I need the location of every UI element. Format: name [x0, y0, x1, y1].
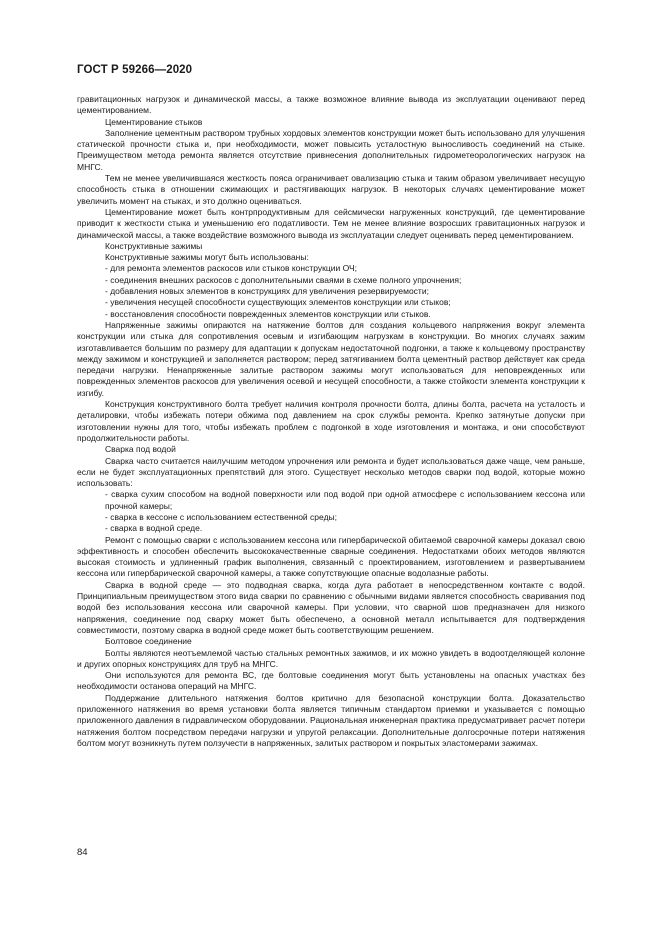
list-item: - сварка сухим способом на водной поверхности или под водой при одной атмосфере с использованием кессона или прочной камеры;: [105, 489, 585, 511]
page-number: 84: [77, 847, 88, 858]
list-item: - сварка в кессоне с использованием естественной среды;: [105, 511, 337, 522]
paragraph: Поддержание длительного натяжения болтов критично для безопасной конструкции болта. Доказательство приложенного натяжения во время установки болта является типичным стандартом приемки и указывается с помощью приложенного давления в гидравлическом оборудовании. Рациональная инженерная практика предусматривает расчет потери натяжения болтом посредством передачи нагрузки и упругой релаксации. Дополнительные долгосрочные потери натяжения болтом могут возникнуть путем ползучести в напряженных, залитых раствором и покрытых эластомерами зажимах.: [77, 692, 585, 748]
section-subheading: Болтовое соединение: [105, 636, 192, 647]
paragraph: Конструктивные зажимы могут быть использованы:: [105, 252, 309, 263]
paragraph: Они используются для ремонта ВС, где болтовые соединения могут быть установлены на опасных участках без необходимости останова операций на МНГС.: [77, 670, 585, 692]
paragraph: Сварка часто считается наилучшим методом упрочнения или ремонта и будет использоваться даже чаще, чем раньше, если не будет эксплуатационных препятствий для этого. Существует несколько методов сварки под водой, которые можно использовать:: [77, 455, 585, 489]
paragraph: Сварка в водной среде — это подводная сварка, когда дуга работает в непосредственном контакте с водой. Принципиальным преимуществом этого вида сварки по сравнению с обычными видами является способность сваривания под водой без использования кессона или сварочной камеры. При условии, что сварной шов предназначен для низкого напряжения, соединение под сварку может быть обеспечено, а основной металл испытывается для подтверждения совместимости, поэтому сварка в водной среде может быть соответствующим решением.: [77, 579, 585, 635]
paragraph: Цементирование может быть контрпродуктивным для сейсмически нагруженных конструкций, где цементирование приводит к жесткости стыка и уменьшению его податливости. Тем не менее влияние возросших гравитационных нагрузок и динамической массы, а также воздействие возможного вывода из эксплуатации следует оценивать перед цементированием.: [77, 206, 585, 240]
paragraph: Конструкция конструктивного болта требует наличия контроля прочности болта, длины болта, расчета на усталость и деталировки, чтобы избежать потери обжима под давлением на срок службы ремонта. Крепко затянутые допуски при изготовлении нужны для того, чтобы избежать проблем с подгонкой в ходе изготовления и монтажа, и они способствуют продолжительности работы.: [77, 399, 585, 443]
paragraph: Болты являются неотъемлемой частью стальных ремонтных зажимов, и их можно увидеть в водоотделяющей колонне и других опорных конструкциях для труб на МНГС.: [77, 647, 585, 669]
list-item: - соединения внешних раскосов с дополнительными сваями в схеме полного упрочнения;: [105, 274, 462, 285]
paragraph: Напряженные зажимы опираются на натяжение болтов для создания кольцевого напряжения вокруг элемента конструкции или стыка для сопротивления осевым и изгибающим нагрузкам в конструкции. Во многих случаях зажим изготавливается большим по размеру для адаптации к допускам недостаточной подгонки, а также к кольцевому пространству между зажимом и конструкцией и заполняется раствором; перед затягиванием болта цементный раствор действует как среда передачи нагрузки. Ненапряженные залитые раствором зажимы могут использоваться для неповрежденных или поврежденных элементов раскосов для увеличения осевой и несущей способности, а также стойкости элемента конструкции к изгибу.: [77, 319, 585, 398]
document-body: [77, 94, 585, 749]
paragraph: Заполнение цементным раствором трубных хордовых элементов конструкции может быть использовано для улучшения статической прочности стыка и, при необходимости, может повысить усталостную выносливость соединений на стыке. Преимуществом метода ремонта является отсутствие привнесения дополнительных гидрометеорологических нагрузок на МНГС.: [77, 127, 585, 172]
section-subheading: Сварка под водой: [105, 444, 176, 455]
paragraph: гравитационных нагрузок и динамической массы, а также возможное влияние вывода из эксплуатации оценивают перед цементированием.: [77, 94, 585, 116]
list-item: - восстановления способности поврежденных элементов конструкции или стыков.: [105, 308, 431, 319]
list-item: - для ремонта элементов раскосов или стыков конструкции ОЧ;: [105, 263, 358, 274]
list-item: - добавления новых элементов в конструкциях для увеличения резервируемости;: [105, 286, 429, 297]
section-subheading: Конструктивные зажимы: [105, 240, 203, 251]
paragraph: Тем не менее увеличившаяся жесткость пояса ограничивает овализацию стыка и таким образом увеличивает несущую способность стыка в отношении сжимающих и растягивающих нагрузок. В некоторых случаях цементирование может увеличить момент на стыках, и это должно оцениваться.: [77, 173, 585, 206]
list-item: - увеличения несущей способности существующих элементов конструкции или стыков;: [105, 297, 451, 308]
list-item: - сварка в водной среде.: [105, 523, 203, 534]
section-subheading: Цементирование стыков: [105, 116, 203, 127]
paragraph: Ремонт с помощью сварки с использованием кессона или гипербарической обитаемой сварочной камеры доказал свою эффективность и способен обеспечить высококачественные сварные соединения. Недостатками обоих методов являются высокая стоимость и удлиненный график выполнения, связанный с проектированием, изготовлением и развертыванием кессона или гипербарической сварочной камеры, а также сопутствующие опасные водолазные работы.: [77, 534, 585, 579]
standard-header: ГОСТ Р 59266—2020: [77, 64, 193, 76]
